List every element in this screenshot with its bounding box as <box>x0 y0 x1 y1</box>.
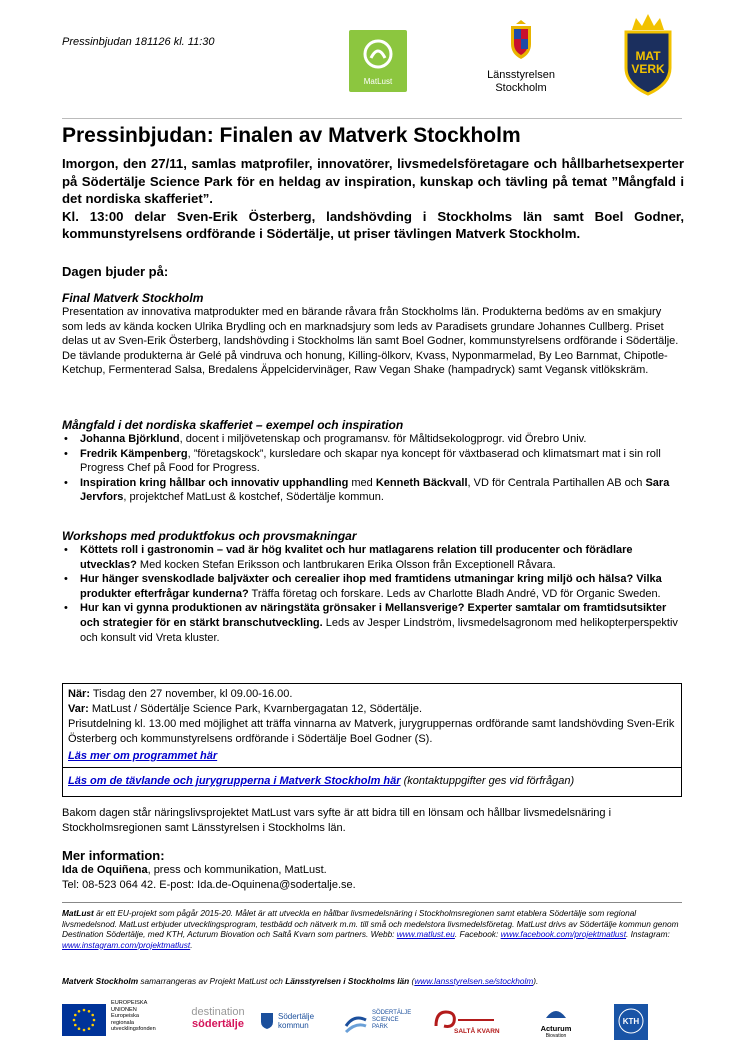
mangfald-section <box>62 418 684 505</box>
press-date-line: Pressinbjudan 181126 kl. 11:30 <box>62 36 215 48</box>
when-line <box>68 687 676 702</box>
list-item <box>80 476 684 505</box>
where-value: MatLust / Södertälje Science Park, Kvarnbergagatan 12, Södertälje. <box>88 703 423 715</box>
workshop-desc: Med kocken Stefan Eriksson och lantbrukaren Erika Olsson från Exceptionell Råvara. <box>136 558 556 571</box>
speaker-name: Kenneth Bäckvall <box>375 476 468 489</box>
acturum-logo <box>536 1006 576 1046</box>
sodertalje-kommun-logo <box>260 1012 330 1052</box>
list-item <box>80 543 684 572</box>
lansstyrelsen-name-line2: Stockholm <box>495 82 547 94</box>
header-divider <box>62 118 682 119</box>
eu-logo <box>62 1000 170 1040</box>
page-title: Pressinbjudan: Finalen av Matverk Stockholm <box>62 124 521 147</box>
contact-role: , press och kommunikation, MatLust. <box>147 864 327 876</box>
eu-line: regionala <box>111 1019 135 1026</box>
workshops-list <box>62 543 684 645</box>
list-item <box>80 601 684 645</box>
lead-section <box>62 155 684 243</box>
eu-line: utvecklingsfonden <box>111 1026 156 1033</box>
event-info-box <box>62 683 682 797</box>
science-park-logo <box>344 1010 414 1050</box>
coat-of-arms-icon <box>508 20 534 60</box>
contestants-link-note: (kontaktuppgifter ges vid förfrågan) <box>400 775 575 787</box>
lead-paragraph-2: Kl. 13:00 delar Sven-Erik Österberg, landshövding i Stockholms län samt Boel Godner, kommunstyrelsens ordförande i Södertälje, ut priser tävlingen Matverk Stockholm. <box>62 208 684 242</box>
ssp-line3: PARK <box>372 1024 388 1030</box>
more-info-section <box>62 848 684 892</box>
contestants-link[interactable]: Läs om de tävlande och jurygrupperna i Matverk Stockholm här <box>68 775 401 787</box>
where-label: Var: <box>68 703 89 715</box>
footer-paragraph-2: Matverk Stockholm samarrangeras av Projekt MatLust och Länsstyrelsen i Stockholms län (www.lansstyrelsen.se/stockholm). <box>62 976 539 986</box>
kommun-line1: Södertälje <box>278 1012 315 1021</box>
topic-title: Inspiration kring hållbar och innovativ upphandling <box>80 476 349 489</box>
final-body: Presentation av innovativa matprodukter med en bärande råvara från Stockholms län. Produkterna bedöms av en smakjury som leds av kända kocken Ulrika Brydling och en marknadsjury som leds av Paradisets grundare Johannes Cullberg. Priset delas ut av Sven-Erik Österberg, landshövding i Stockholms län samt Boel Godner, kommunstyrelsens ordförande i Södertälje. De tävlande produkterna är Gelé på vindruva och honung, Killing-ölkorv, Kvass, Nyponmarmelad, By Leo Barnmat, Chipotle-Ketchup, Fermenterad Salsa, Bredalens Äppelcidervinäger, Raw Vegan Shake (hampadryck) samt Vegansk vitlökskräm. <box>62 306 679 377</box>
acturum-name: Acturum <box>540 1024 572 1033</box>
speaker-name: Johanna Björklund <box>80 433 180 445</box>
matlust-leaf-icon <box>349 30 407 74</box>
final-title: Final Matverk Stockholm <box>62 291 204 305</box>
workshop-desc: Träffa företag och forskare. Leds av Charlotte Bladh André, VD för Organic Sweden. <box>248 587 661 600</box>
footer-matlust-text: är ett EU-projekt som pågår 2015-20. Målet är att utveckla en hållbar livsmedelsnäring i Stockholmsregionen samt etablera Södertälje som regional livsmedelsnod. MatLust erbjuder utvecklingsprogram, testbädd och nätverk m.m. till små och medelstora livsmedelsföretag. MatLust drivs av Södertälje kommun genom Destination Södertälje, med KTH, Acturum Biovation och Saltå Kvarn som partners. Webb: <box>62 908 679 940</box>
list-item <box>80 447 684 476</box>
matlust-logo <box>349 30 407 92</box>
workshop-title: Hur kan vi gynna produktionen av näringstäta grönsaker i Mellansverige? Experter samtalar om framtidsutsikter och strategier för en stärkt branschutveckling. <box>80 602 667 629</box>
behind-paragraph: Bakom dagen står näringslivsprojektet MatLust vars syfte är att bidra till en lönsam och hållbar livsmedelsnäring i Stockholmsregionen samt Länsstyrelsen i Stockholms län. <box>62 807 612 834</box>
salta-kvarn-mark-icon <box>432 1008 498 1030</box>
matlust-logo-text: MatLust <box>363 77 393 86</box>
sodertalje-word: södertälje <box>192 1018 244 1030</box>
footer-matlust-bold: MatLust <box>62 908 94 918</box>
footer-paragraph-1: MatLust är ett EU-projekt som pågår 2015-20. Målet är att utveckla en hållbar livsmedelsnäring i Stockholmsregionen samt etablera Södertälje som regional livsmedelsnod. MatLust erbjuder utvecklingsprogram, testbädd och nätverk m.m. till små och medelstora livsmedelsföretag. MatLust drivs av Södertälje kommun genom Destination Södertälje, med KTH, Acturum Biovation och Saltå Kvarn som partners. Webb: www.matlust.eu. Facebook: www.facebook.com/projektmatlust. Instagram: www.instagram.com/projektmatlust. <box>62 908 679 950</box>
facebook-link[interactable]: www.facebook.com/projektmatlust <box>500 929 627 940</box>
kommun-line2: kommun <box>278 1021 309 1030</box>
matverk-logo-line2: VERK <box>631 62 665 76</box>
mangfald-list <box>62 432 684 505</box>
connector-text: med <box>348 476 376 489</box>
instagram-link[interactable]: www.instagram.com/projektmatlust <box>62 939 191 950</box>
footer-matverk-bold: Matverk Stockholm <box>62 976 139 986</box>
speaker-name: Sara Jervfors <box>80 476 670 504</box>
kth-logo <box>614 1004 648 1040</box>
contact-name-line <box>62 863 684 878</box>
more-info-heading: Mer information: <box>62 848 165 863</box>
facebook-label: . Facebook: <box>454 929 501 940</box>
speaker-desc: , docent i miljövetenskap och programansv. för Måltidsekologprogr. vid Örebro Univ. <box>179 433 587 445</box>
final-section <box>62 291 684 378</box>
ssp-line2: SCIENCE <box>372 1017 399 1023</box>
day-heading: Dagen bjuder på: <box>62 264 169 279</box>
destination-sodertalje-logo <box>190 1006 246 1046</box>
workshops-section <box>62 529 684 645</box>
acturum-wave-icon <box>544 1006 568 1020</box>
prize-text: Prisutdelning kl. 13.00 med möjlighet att träffa vinnarna av Matverk, jurygruppernas ordförande samt landshövding Sven-Erik Österberg och kommunstyrelsens ordförande i Södertälje Boel Godner (S). <box>68 718 675 745</box>
contact-details: Tel: 08-523 064 42. E-post: Ida.de-Oquinena@sodertalje.se. <box>62 878 356 891</box>
lead-paragraph-1: Imorgon, den 27/11, samlas matprofiler, innovatörer, livsmedelsföretagare och hållbarhetsexperter på Södertälje Science Park för en heldag av inspiration, kunskap och tävling på temat ”Mångfald i det nordiska skafferiet”. <box>62 156 684 207</box>
matlust-web-link[interactable]: www.matlust.eu <box>396 929 455 940</box>
acturum-sub: Biovation <box>545 1033 567 1039</box>
speaker-desc: , VD för Centrala Partihallen AB och <box>467 476 646 489</box>
where-line <box>68 702 676 717</box>
list-item <box>80 572 684 601</box>
ssp-line1: SÖDERTÄLJE <box>372 1010 412 1016</box>
kommun-text <box>278 1012 314 1030</box>
eu-line: Europeiska <box>111 1013 139 1020</box>
program-link-row <box>68 749 676 764</box>
speaker-name: Fredrik Kämpenberg <box>80 447 188 460</box>
lansstyrelsen-logo <box>476 20 566 95</box>
workshop-title: Hur hänger svenskodlade baljväxter och cerealier ihop med framtidens utmaningar kring miljö och hälsa? Vilka produkter efterfrågar kunderna? <box>80 573 662 600</box>
salta-kvarn-logo <box>432 1008 502 1048</box>
eu-text <box>111 1000 156 1033</box>
when-value: Tisdag den 27 november, kl 09.00-16.00. <box>90 688 293 700</box>
contestants-link-row <box>63 767 681 789</box>
kth-text: KTH <box>622 1017 640 1026</box>
kommun-shield-icon <box>260 1012 274 1030</box>
program-link[interactable]: Läs mer om programmet här <box>68 750 218 762</box>
eu-line: EUROPEISKA <box>111 1000 148 1006</box>
workshop-desc: Leds av Jesper Lindström, livsmedelsagronom med helikopterperspektiv och konsult vid Vreta kluster. <box>80 616 678 644</box>
workshop-title: Köttets roll i gastronomin – vad är hög kvalitet och hur matlagarens relation till producenter och förädlare utvecklas? <box>80 544 633 571</box>
eu-line: UNIONEN <box>111 1006 137 1013</box>
instagram-label: . Instagram: <box>626 929 670 940</box>
workshops-title: Workshops med produktfokus och provsmakningar <box>62 529 357 543</box>
speaker-desc: , projektchef MatLust & kostchef, Södertälje kommun. <box>123 491 384 504</box>
speaker-desc: , ”företagskock”, kursledare och skapar nya koncept för växtbaserad och klimatsmart mat i sin roll Progress Chef på Food for Progress. <box>80 447 661 475</box>
eu-flag-icon <box>62 1004 106 1036</box>
list-item <box>80 432 684 447</box>
salta-kvarn-text: SALTÅ KVARN <box>454 1028 500 1035</box>
when-label: När: <box>68 688 91 700</box>
mangfald-title: Mångfald i det nordiska skafferiet – exempel och inspiration <box>62 418 404 432</box>
matverk-logo-line1: MAT <box>635 49 661 63</box>
science-park-swoosh-icon <box>344 1012 368 1034</box>
lansstyrelsen-link[interactable]: www.lansstyrelsen.se/stockholm <box>414 976 534 986</box>
footer-lst-bold: Länsstyrelsen i Stockholms län <box>285 976 410 986</box>
lansstyrelsen-name-line1: Länsstyrelsen <box>487 69 555 81</box>
matverk-logo <box>620 12 676 96</box>
science-park-text <box>372 1010 411 1031</box>
kth-seal-icon <box>614 1004 648 1040</box>
matverk-crest-icon <box>620 12 676 96</box>
footer-divider <box>62 902 682 903</box>
contact-name: Ida de Oquiñena <box>62 864 148 876</box>
footer-matverk-text: samarrangeras av Projekt MatLust och <box>138 976 286 986</box>
destination-word: destination <box>191 1006 245 1018</box>
